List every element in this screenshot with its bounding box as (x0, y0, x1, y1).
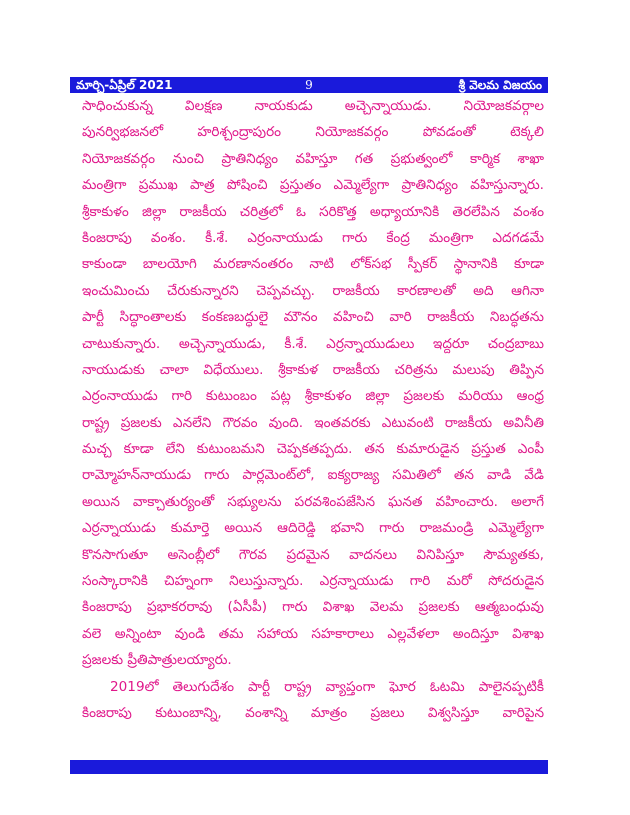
text-line: నియోజకవర్గం నుంచి ప్రాతినిధ్యం వహిస్తూ గత ప్రభుత్వంలో కార్మిక శాఖా (82, 150, 544, 167)
text-line: కొనసాగుతూ అసెంబ్లీలో గౌరవ ప్రదమైన వాదనలు వినిపిస్తూ సౌమ్యతకు, (82, 546, 544, 563)
text-line: ఇంచుమించు చేరుకున్నారని చెప్పవచ్చు. రాజకీయ కారణాలతో అది ఆగినా (82, 282, 544, 299)
issue-date: మార్చి-ఏప్రిల్ 2021 (76, 78, 173, 92)
text-line: రాష్ట్ర ప్రజలకు ఎనలేని గౌరవం వుంది. ఇంతవరకు ఎటువంటి రాజకీయ అవినీతి (82, 414, 544, 431)
article-body (82, 93, 544, 726)
text-line: కింజరాపు ప్రభాకరరావు (ఏసీపీ) గారు విశాఖ వెలమ ప్రజలకు ఆత్మబంధువు (82, 599, 544, 616)
text-line: ఎర్రన్నాయుడు కుమార్తె అయిన ఆదిరెడ్డి భవాని గారు రాజమండ్రి ఎమ్మెల్యేగా (82, 520, 544, 537)
text-line: పునర్విభజనలో హరిశ్చంద్రాపురం నియోజకవర్గం పోవడంతో టెక్కలి (82, 124, 544, 141)
text-line: అయిన వాక్చాతుర్యంతో సభ్యులను పరవశింపజేసిన ఘనత వహించారు. అలాగే (82, 493, 544, 510)
text-line: వలె అన్నింటా వుండి తమ సహాయ సహకారాలు ఎల్లవేళలా అందిస్తూ విశాఖ (82, 625, 544, 642)
text-line: మచ్చ కూడా లేని కుటుంబమని చెప్పకతప్పదు. తన కుమారుడైన ప్రస్తుత ఎంపీ (82, 441, 544, 458)
header-bar (70, 77, 548, 93)
text-line: 2019లో తెలుగుదేశం పార్టీ రాష్ట్ర వ్యాప్తంగా ఘోర ఓటమి పాలైనప్పటికీ (110, 678, 544, 695)
text-line: నాయుడుకు చాలా విధేయులు. శ్రీకాకుళ రాజకీయ చరిత్రను మలుపు తిప్పిన (82, 361, 544, 378)
text-line: ఎర్రంనాయుడు గారి కుటుంబం పట్ల శ్రీకాకుళం జిల్లా ప్రజలకు మరియు ఆంధ్ర (82, 388, 544, 405)
text-line: శ్రీకాకుళం జిల్లా రాజకీయ చరిత్రలో ఓ సరికొత్త అధ్యాయానికి తెరలేపిన వంశం (82, 203, 544, 220)
text-line: చాటుకున్నారు. అచ్చెన్నాయుడు, కీ.శే. ఎర్రన్నాయుడులు ఇద్దరూ చంద్రబాబు (82, 335, 544, 352)
text-line: కింజరాపు కుటుంబాన్ని, వంశాన్ని మాత్రం ప్రజలు విశ్వసిస్తూ వారిపైన (82, 704, 544, 721)
text-line: ప్రజలకు ప్రీతిపాత్రులయ్యారు. (82, 652, 232, 669)
text-line: మంత్రిగా ప్రముఖ పాత్ర పోషించి ప్రస్తుతం ఎమ్మెల్యేగా ప్రాతినిధ్యం వహిస్తున్నారు. (82, 177, 544, 194)
footer-bar (70, 760, 548, 774)
text-line: రామ్మోహన్‌నాయుడు గారు పార్లమెంట్‌లో, ఐక్యరాజ్య సమితిలో తన వాడి వేడి (82, 467, 544, 484)
text-line: కింజరాపు వంశం. కీ.శే. ఎర్రంనాయుడు గారు కేంద్ర మంత్రిగా ఎదగడమే (82, 229, 544, 246)
text-line: సాధించుకున్న విలక్షణ నాయకుడు అచ్చెన్నాయుడు. నియోజకవర్గాల (82, 98, 544, 114)
text-line: సంస్కారానికి చిహ్నంగా నిలుస్తున్నారు. ఎర్రన్నాయుడు గారి మరో సోదరుడైన (82, 573, 544, 590)
text-line: కాకుండా బాలయోగి మరణానంతరం నాటి లోక్‌సభ స్పీకర్ స్థానానికి కూడా (82, 256, 544, 273)
text-line: పార్టీ సిద్ధాంతాలకు కంకణబద్ధులై మౌనం వహించి వారి రాజకీయ నిబద్ధతను (82, 309, 544, 326)
page-number: 9 (305, 78, 313, 92)
magazine-title: శ్రీ వెలమ విజయం (458, 78, 542, 92)
